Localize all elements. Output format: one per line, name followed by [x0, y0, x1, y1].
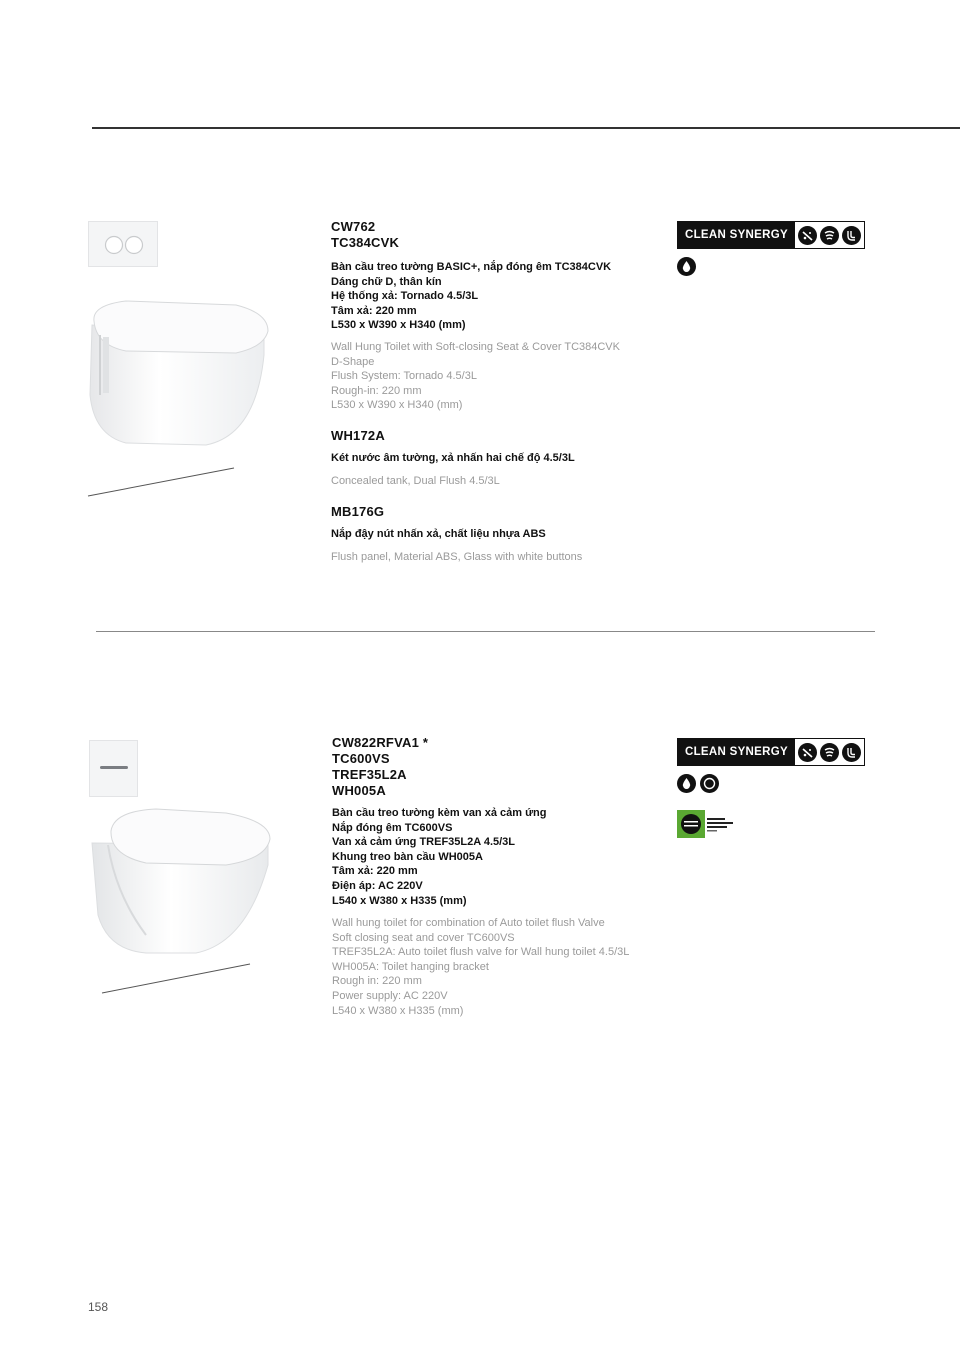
description-vi — [332, 806, 546, 908]
product-code: CW762 — [331, 219, 376, 234]
description-line: Wall hung toilet for combination of Auto toilet flush Valve — [332, 917, 605, 929]
accessory-code: MB176G — [331, 504, 385, 519]
description-line: Van xả cảm ứng TREF35L2A 4.5/3L — [332, 836, 516, 849]
description-line: Bàn cầu treo tường BASIC+, nắp đóng êm TC384CVK — [331, 261, 612, 273]
sensor-icon — [700, 774, 719, 793]
description-line: L540 x W380 x H335 (mm) — [332, 1004, 464, 1017]
description-line: Điện áp: AC 220V — [332, 879, 423, 892]
description-en — [332, 916, 629, 1018]
description-line: Rough-in: 220 mm — [331, 384, 422, 397]
description-line: Dáng chữ D, thân kín — [331, 275, 442, 288]
flush-panel-image — [88, 221, 158, 267]
description-line: Flush System: Tornado 4.5/3L — [331, 370, 477, 383]
tornado-flush-icon — [820, 226, 839, 245]
product-code: TC600VS — [332, 751, 390, 766]
water-saving-drop-icon — [677, 257, 696, 276]
gravity-flush-icon — [842, 226, 861, 245]
description-line: Power supply: AC 220V — [332, 989, 448, 1002]
clean-synergy-badge — [677, 221, 865, 249]
description-line: Tâm xả: 220 mm — [331, 304, 417, 317]
description-line: WH005A: Toilet hanging bracket — [332, 960, 489, 973]
gravity-flush-icon — [842, 743, 861, 762]
description-line: Soft closing seat and cover TC600VS — [332, 931, 515, 944]
description-line: L540 x W380 x H335 (mm) — [332, 894, 467, 907]
tornado-flush-icon — [820, 743, 839, 762]
product-code: TREF35L2A — [332, 767, 407, 782]
page-number: 158 — [88, 1300, 109, 1314]
description-line: Khung treo bàn cầu WH005A — [332, 850, 483, 863]
accessory-description-vi: Két nước âm tường, xả nhấn hai chế độ 4.5/3L — [331, 452, 575, 464]
product-code: CW822RFVA1 * — [332, 735, 429, 750]
description-line: L530 x W390 x H340 (mm) — [331, 319, 466, 332]
product-code: TC384CVK — [331, 235, 400, 250]
description-line: D-Shape — [331, 355, 375, 368]
wall-hung-toilet-image — [86, 295, 276, 500]
description-line: Tâm xả: 220 mm — [332, 865, 418, 878]
sensor-valve-image — [89, 740, 138, 797]
badge-label: CLEAN SYNERGY — [678, 739, 795, 765]
description-line: Rough in: 220 mm — [332, 975, 422, 988]
product-codes — [331, 219, 399, 251]
accessory-description-vi: Nắp đậy nút nhấn xả, chất liệu nhựa ABS — [331, 528, 546, 540]
green-good-design-award-logo — [677, 810, 737, 838]
water-saving-drop-icon — [677, 774, 696, 793]
description-line: L530 x W390 x H340 (mm) — [331, 399, 463, 412]
accessory-code: WH172A — [331, 428, 385, 443]
product-codes — [332, 735, 428, 799]
accessory-description-en: Concealed tank, Dual Flush 4.5/3L — [331, 475, 500, 487]
description-line: Bàn cầu treo tường kèm van xả cảm ứng — [332, 807, 547, 819]
section-divider — [96, 631, 875, 632]
description-line: Wall Hung Toilet with Soft-closing Seat & Cover TC384CVK — [331, 341, 620, 353]
description-vi — [331, 260, 611, 333]
wall-hung-toilet-image — [86, 805, 276, 997]
badge-label: CLEAN SYNERGY — [678, 222, 795, 248]
top-rule — [92, 127, 960, 129]
description-line: Nắp đóng êm TC600VS — [332, 821, 453, 834]
accessory-description-en: Flush panel, Material ABS, Glass with white buttons — [331, 551, 583, 563]
product-code: WH005A — [332, 783, 386, 798]
description-line: TREF35L2A: Auto toilet flush valve for Wall hung toilet 4.5/3L — [332, 946, 630, 959]
clean-glaze-icon — [798, 226, 817, 245]
clean-glaze-icon — [798, 743, 817, 762]
clean-synergy-badge — [677, 738, 865, 766]
description-line: Hệ thống xả: Tornado 4.5/3L — [331, 290, 479, 303]
description-en — [331, 340, 620, 413]
